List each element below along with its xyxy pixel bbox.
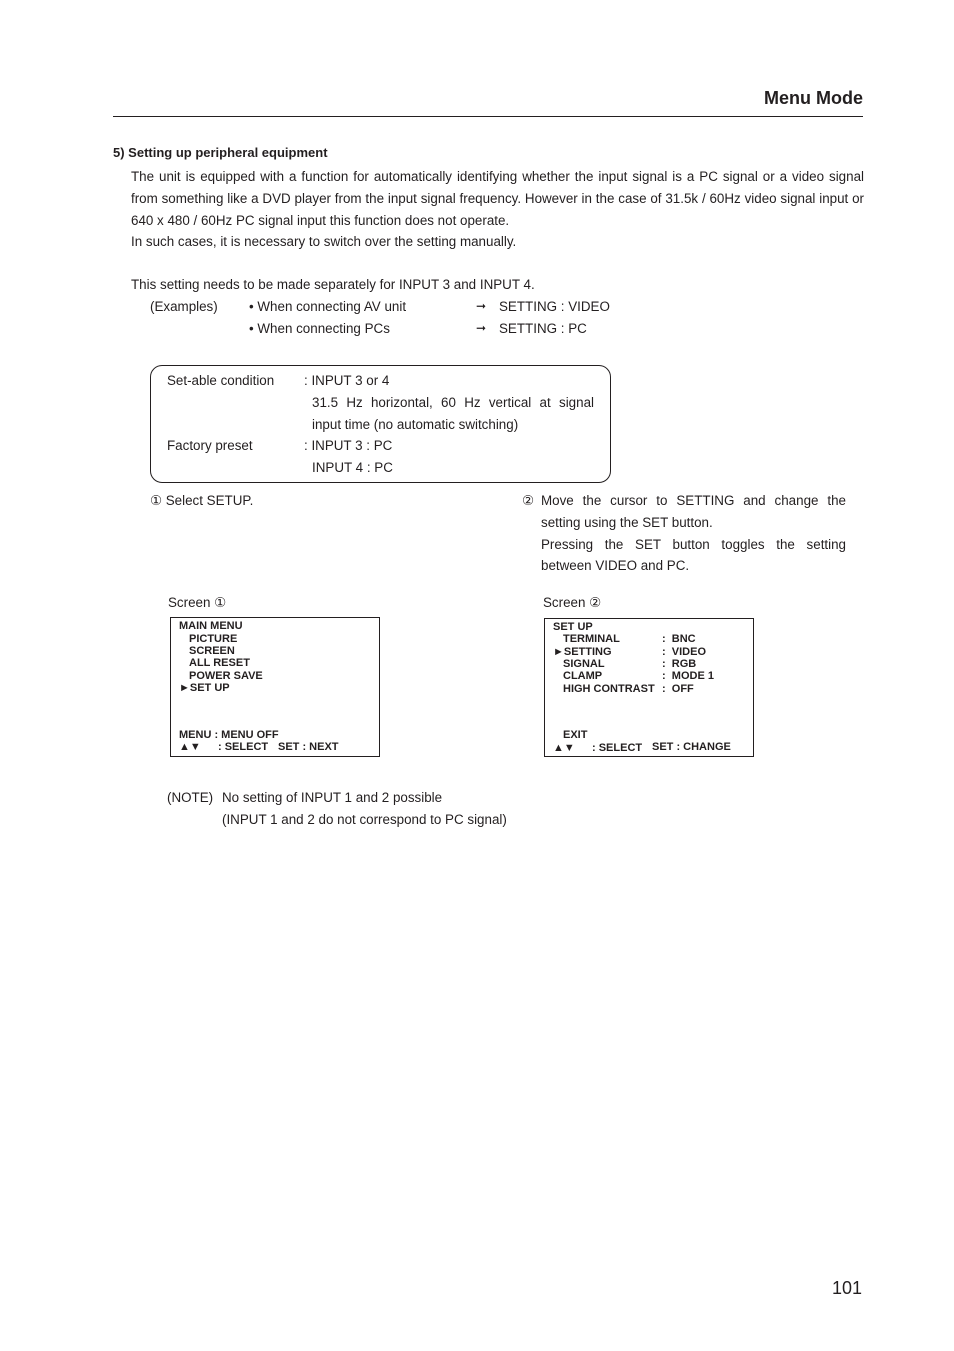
example-item: • When connecting PCs <box>249 321 390 336</box>
setable-condition-detail: input time (no automatic switching) <box>312 417 519 432</box>
intro-text-2: In such cases, it is necessary to switch over the setting manually. <box>131 234 517 250</box>
factory-preset-value: INPUT 4 : PC <box>312 460 393 475</box>
setup-row-value: : VIDEO <box>662 646 707 658</box>
up-down-arrows-icon: ▲▼ <box>179 741 201 753</box>
example-result: SETTING : VIDEO <box>499 299 610 314</box>
example-result: SETTING : PC <box>499 321 587 336</box>
menu-item-set-up: ►SET UP <box>179 682 230 694</box>
step-2-instruction: Move the cursor to SETTING and change the setting using the SET button. <box>541 493 846 530</box>
setup-title: SET UP <box>553 621 593 633</box>
intro-paragraph-2 <box>131 274 535 296</box>
menu-item-screen: SCREEN <box>189 645 235 657</box>
setup-footer-select: : SELECT <box>592 742 643 754</box>
screen-1-menu <box>170 617 380 757</box>
intro-text-1: The unit is equipped with a function for automatically identifying whether the input signal is a PC signal or a video signal from something like a DVD player from the input signal frequency. However in the case of 31.5k / 60Hz video signal input or 640 x 480 / 60Hz PC signal input this function does not operate. <box>131 169 864 228</box>
setable-condition-value: : INPUT 3 or 4 <box>304 373 390 388</box>
menu-footer-select: : SELECT <box>218 741 269 753</box>
setup-row-label: CLAMP <box>563 670 603 682</box>
factory-preset-label: Factory preset <box>167 438 253 453</box>
menu-footer-next: SET : NEXT <box>278 741 339 753</box>
note-line-2: (INPUT 1 and 2 do not correspond to PC signal) <box>222 812 507 827</box>
section-heading: 5) Setting up peripheral equipment <box>113 145 328 160</box>
up-down-arrows-icon: ▲▼ <box>553 742 575 754</box>
page-number: 101 <box>831 1278 862 1298</box>
intro2-text: This setting needs to be made separately for INPUT 3 and INPUT 4. <box>131 277 535 292</box>
screen-2-caption: Screen ② <box>543 595 602 610</box>
setup-row-value: : RGB <box>662 658 697 670</box>
intro-paragraph <box>131 166 864 253</box>
menu-item-all-reset: ALL RESET <box>189 657 250 669</box>
factory-preset-value: : INPUT 3 : PC <box>304 438 393 453</box>
setup-row-value: : OFF <box>662 683 694 695</box>
step-1: ① Select SETUP. <box>150 493 254 508</box>
example-item: • When connecting AV unit <box>249 299 407 314</box>
screen-1-caption: Screen ① <box>168 595 227 610</box>
menu-footer-menu-off: MENU : MENU OFF <box>179 729 279 741</box>
step-2-text <box>541 490 846 577</box>
menu-item-power-save: POWER SAVE <box>189 670 263 682</box>
setup-row-label: ►SETTING <box>553 646 612 658</box>
arrow-right-icon: ➞ <box>476 299 487 313</box>
setup-row-value: : MODE 1 <box>662 670 714 682</box>
page-title: Menu Mode <box>764 88 863 108</box>
menu-item-picture: PICTURE <box>189 633 238 645</box>
setup-footer-change: SET : CHANGE <box>652 741 731 753</box>
header-divider <box>113 116 863 117</box>
note-label: (NOTE) <box>167 790 214 805</box>
setup-row-label: HIGH CONTRAST <box>563 683 655 695</box>
screen-2-menu <box>544 618 754 757</box>
setup-exit: EXIT <box>563 729 588 741</box>
setable-condition-detail: 31.5 Hz horizontal, 60 Hz vertical at signal <box>312 395 594 410</box>
menu-title: MAIN MENU <box>179 620 243 632</box>
examples-label: (Examples) <box>150 299 218 314</box>
note-line-1: No setting of INPUT 1 and 2 possible <box>222 790 443 805</box>
setup-row-label: TERMINAL <box>563 633 620 645</box>
setup-row-value: : BNC <box>662 633 696 645</box>
step-2-number: ② <box>522 493 535 508</box>
step-2-note: Pressing the SET button toggles the setting between VIDEO and PC. <box>541 536 846 574</box>
setable-condition-label: Set-able condition <box>167 373 275 388</box>
setup-row-label: SIGNAL <box>563 658 605 670</box>
arrow-right-icon: ➞ <box>476 321 487 335</box>
